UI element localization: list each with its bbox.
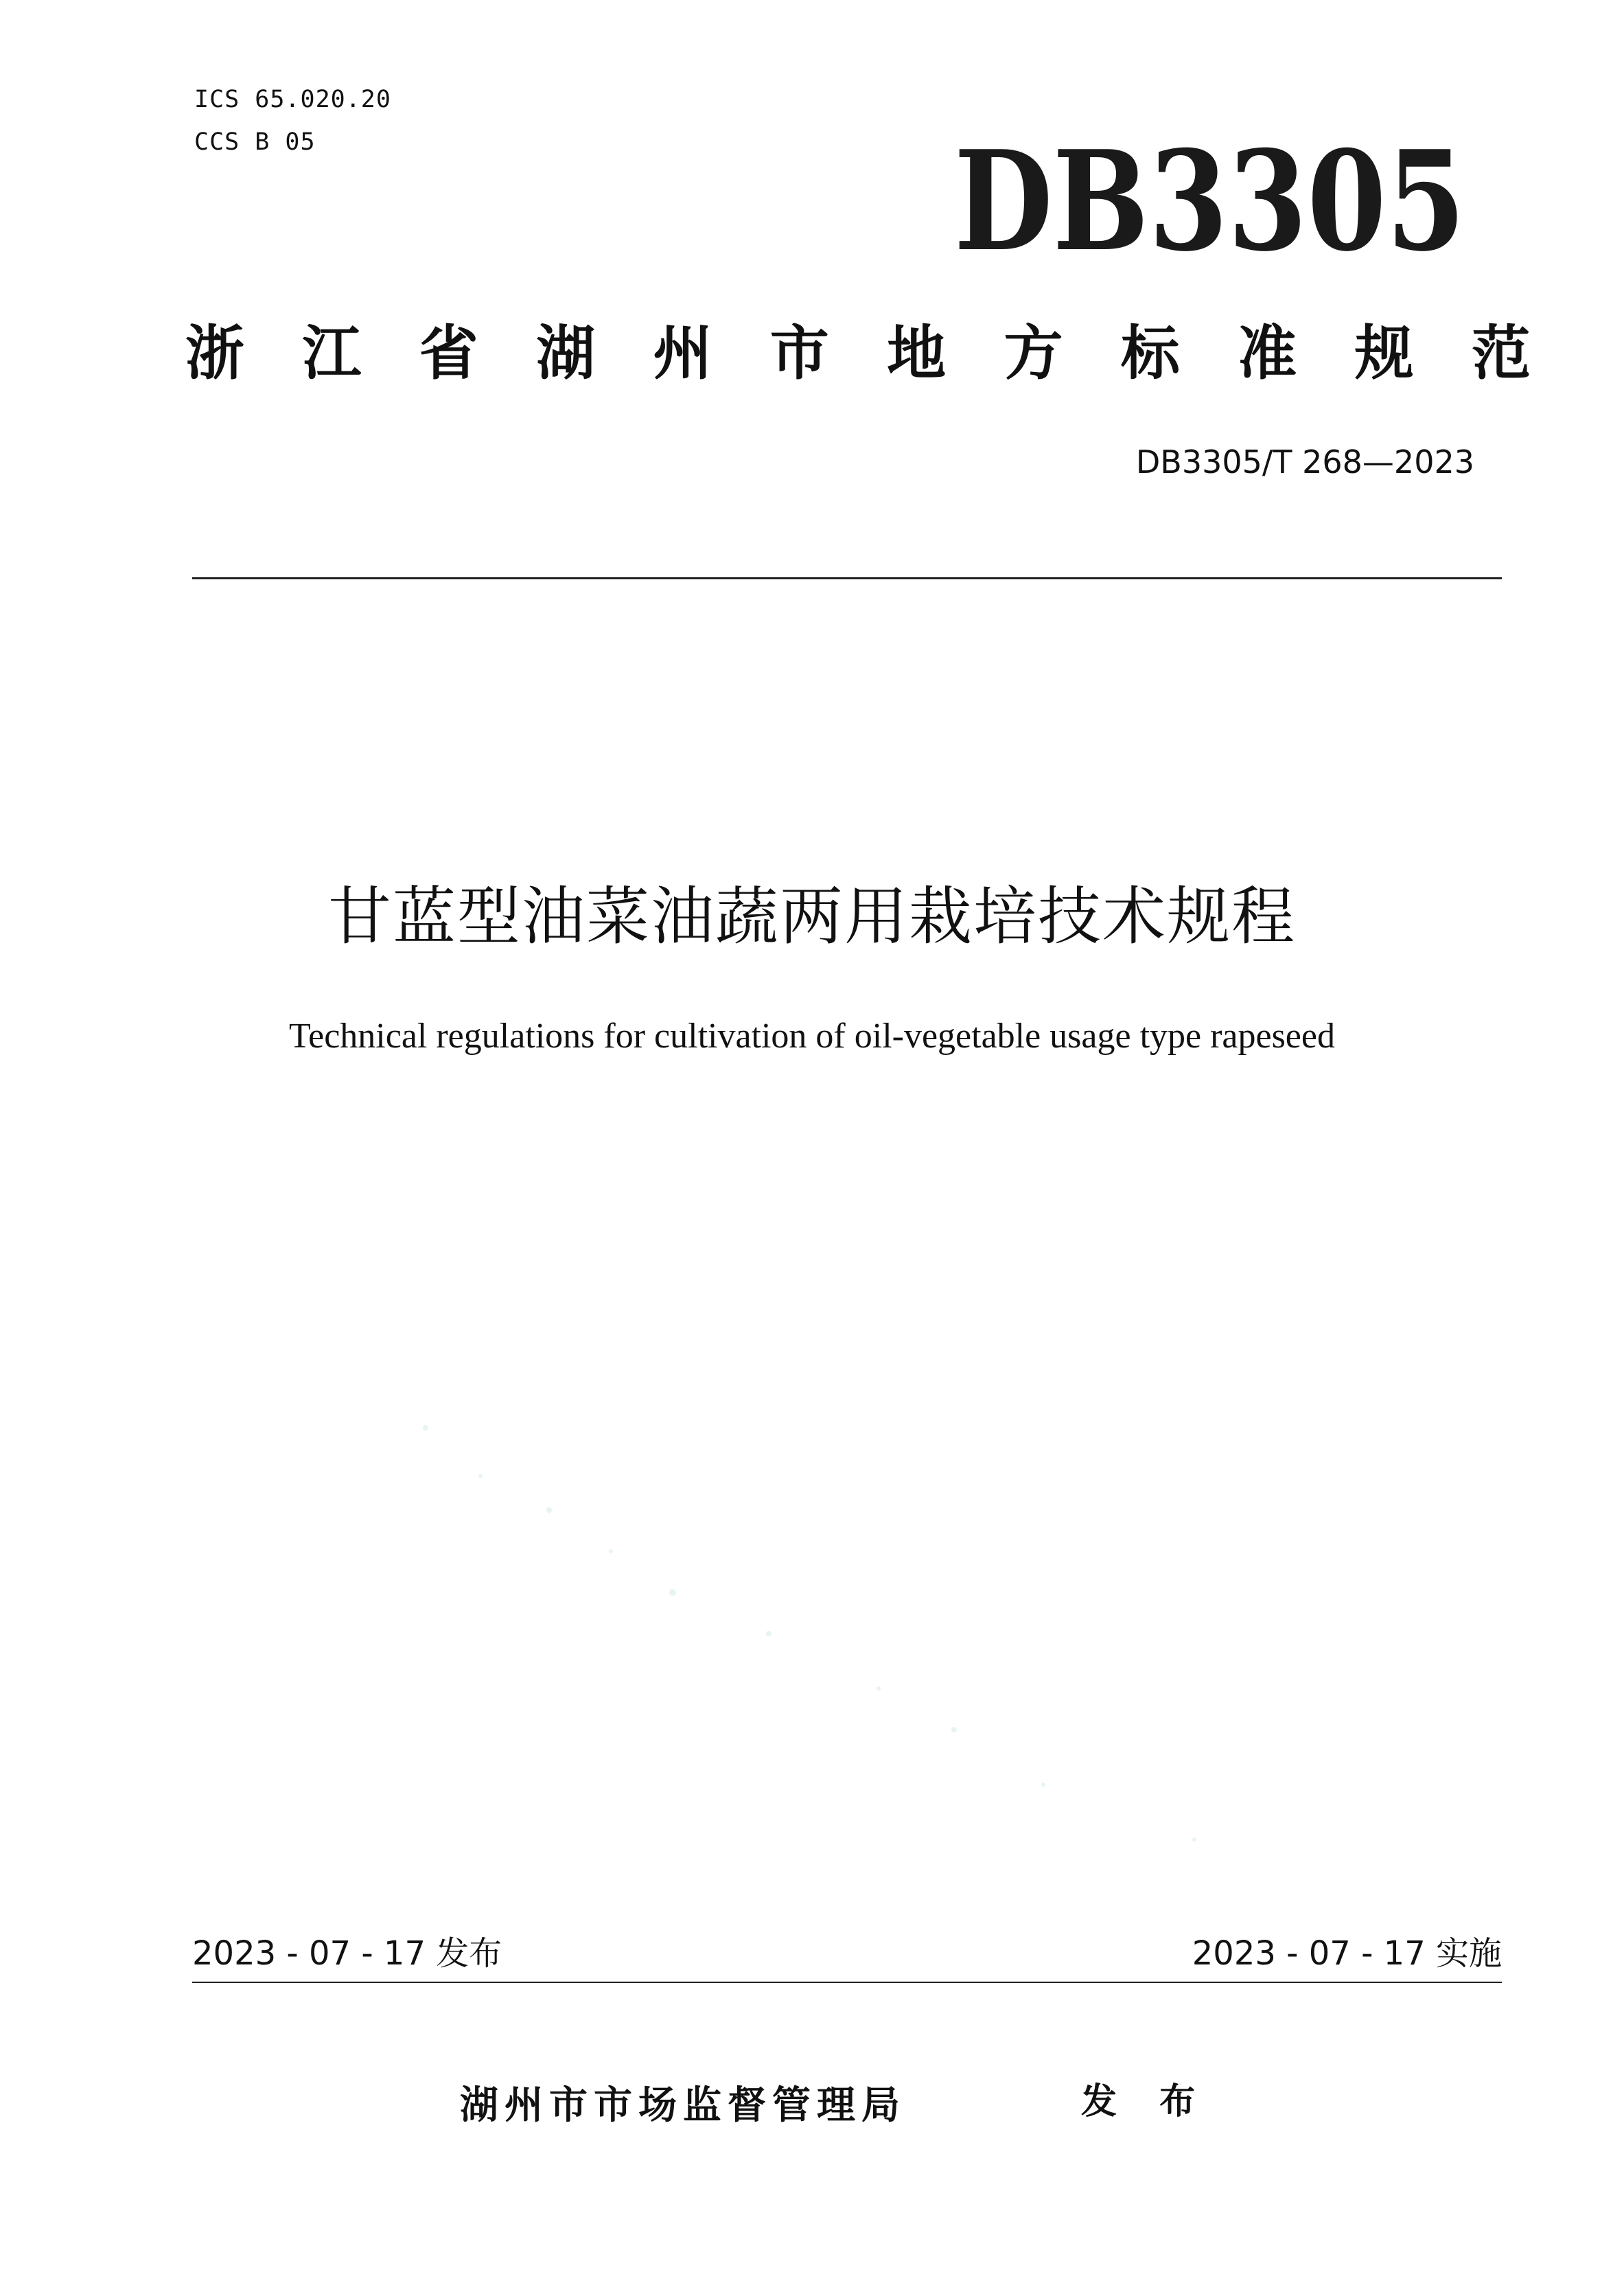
issuer-title-char: 准: [1238, 319, 1297, 388]
issuer-title-char: 范: [1471, 319, 1531, 388]
issuer-title-char: 浙: [185, 319, 244, 388]
document-title-en: Technical regulations for cultivation of oil-vegetable usage type rapeseed: [289, 1017, 1335, 1056]
issuer-title-char: 规: [1354, 319, 1414, 388]
issuer-title-char: 标: [1120, 319, 1180, 388]
document-title-zh: 甘蓝型油菜油蔬两用栽培技术规程: [327, 880, 1296, 953]
footer-divider: [192, 1982, 1502, 1983]
issuer-title-char: 市: [769, 319, 829, 388]
issuer-title-char: 湖: [536, 319, 596, 388]
ics-code: ICS 65.020.20: [194, 86, 391, 113]
issuer-title: [185, 319, 1531, 388]
publish-label: 发 布: [1081, 2081, 1211, 2122]
db-logo: [954, 121, 1469, 282]
implementation-date: 2023 - 07 - 17 实施: [1192, 1934, 1502, 1973]
standard-number: DB3305/T 268—2023: [1135, 443, 1474, 480]
svg-text:DB3305: DB3305: [954, 121, 1465, 282]
issuer-title-char: 州: [653, 319, 712, 388]
issue-date: 2023 - 07 - 17 发布: [192, 1934, 502, 1973]
header-divider: [192, 577, 1502, 579]
issuer-title-char: 方: [1004, 319, 1063, 388]
faint-watermark: [384, 1345, 1277, 1894]
issuer-title-char: 地: [887, 319, 947, 388]
issuer-title-char: 省: [419, 319, 478, 388]
ccs-code: CCS B 05: [194, 128, 316, 156]
publisher-name: 湖州市市场监督管理局: [460, 2083, 906, 2128]
issuer-title-char: 江: [302, 319, 362, 388]
